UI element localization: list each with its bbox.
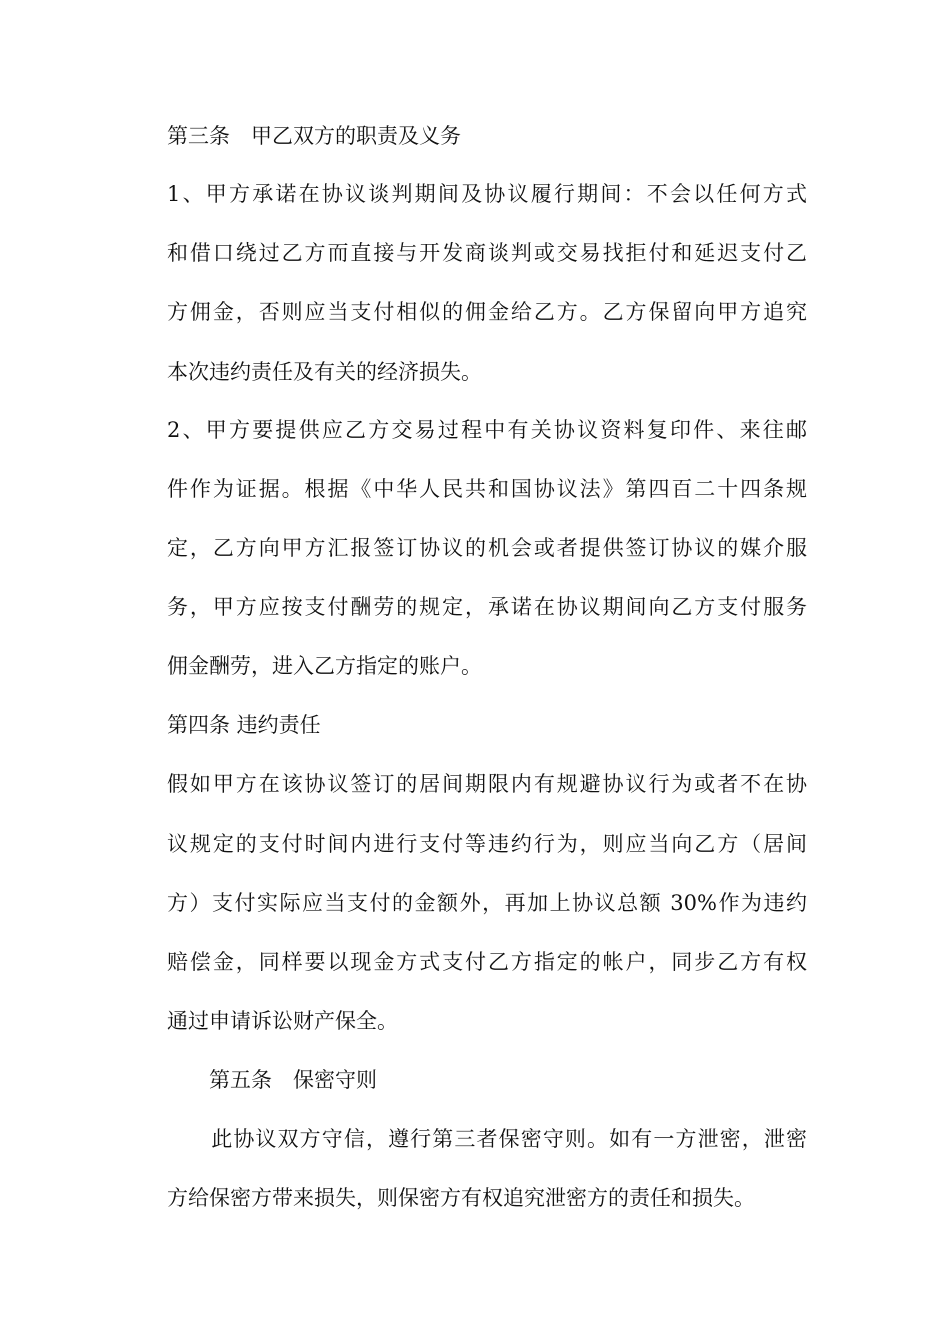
paragraph-line: 议规定的支付时间内进行支付等违约行为，则应当向乙方（居间 bbox=[167, 832, 807, 856]
paragraph-line: 赔偿金，同样要以现金方式支付乙方指定的帐户，同步乙方有权 bbox=[167, 950, 807, 974]
paragraph-line: 务，甲方应按支付酬劳的规定，承诺在协议期间向乙方支付服务 bbox=[167, 595, 807, 619]
paragraph-line: 件作为证据。根据《中华人民共和国协议法》第四百二十四条规 bbox=[167, 477, 807, 501]
paragraph-line: 方佣金，否则应当支付相似的佣金给乙方。乙方保留向甲方追究 bbox=[167, 300, 807, 324]
paragraph-line: 方给保密方带来损失，则保密方有权追究泄密方的责任和损失。 bbox=[167, 1186, 755, 1210]
paragraph-line: 本次违约责任及有关的经济损失。 bbox=[167, 360, 482, 384]
paragraph-line: 定，乙方向甲方汇报签订协议的机会或者提供签订协议的媒介服 bbox=[167, 536, 807, 560]
paragraph-line: 此协议双方守信，遵行第三者保密守则。如有一方泄密，泄密 bbox=[167, 1127, 807, 1151]
paragraph-line: 通过申请诉讼财产保全。 bbox=[167, 1009, 398, 1033]
paragraph-line: 佣金酬劳，进入乙方指定的账户。 bbox=[167, 654, 482, 678]
article-5-heading: 第五条 保密守则 bbox=[167, 1068, 377, 1092]
article-4-heading: 第四条 违约责任 bbox=[167, 713, 321, 737]
article-3-heading: 第三条 甲乙双方的职责及义务 bbox=[167, 124, 461, 148]
paragraph-line: 和借口绕过乙方而直接与开发商谈判或交易找拒付和延迟支付乙 bbox=[167, 241, 807, 265]
paragraph-line: 2、甲方要提供应乙方交易过程中有关协议资料复印件、来往邮 bbox=[167, 418, 807, 442]
paragraph-line: 1、甲方承诺在协议谈判期间及协议履行期间：不会以任何方式 bbox=[167, 182, 807, 206]
paragraph-line: 方）支付实际应当支付的金额外，再加上协议总额 30%作为违约 bbox=[167, 891, 807, 915]
paragraph-line: 假如甲方在该协议签订的居间期限内有规避协议行为或者不在协 bbox=[167, 772, 807, 796]
